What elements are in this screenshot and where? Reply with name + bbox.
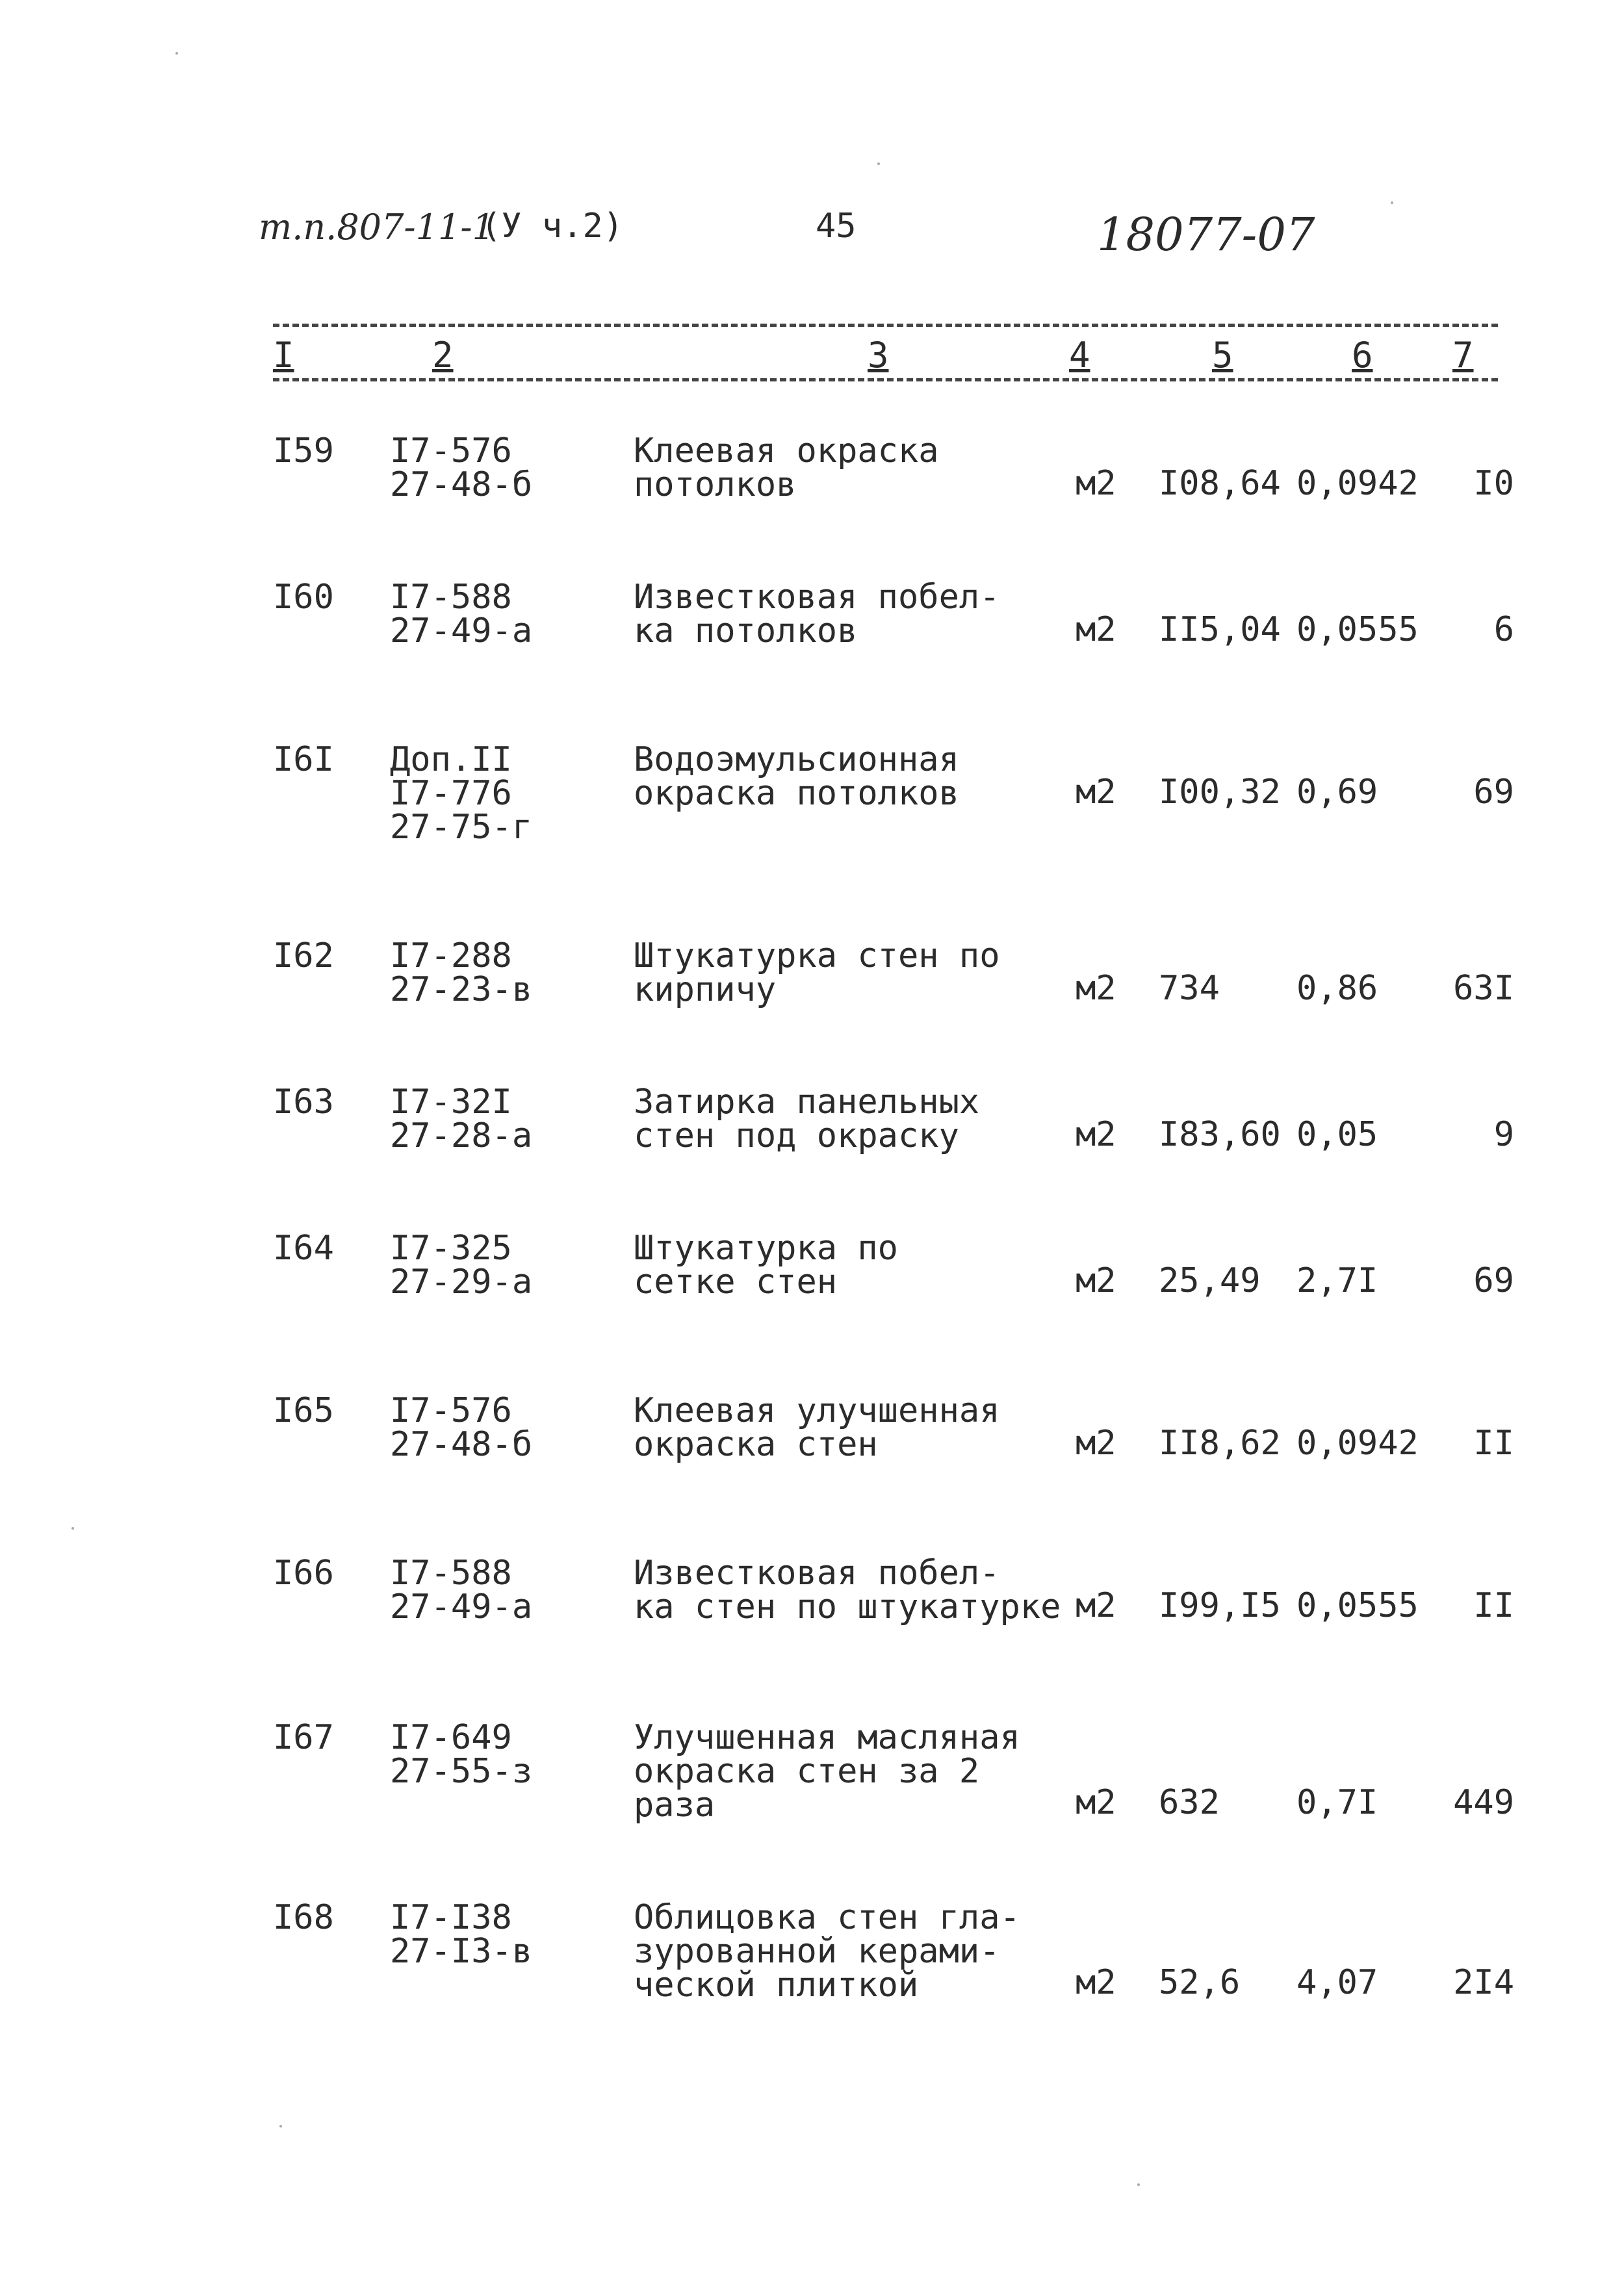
description-line: зурованной керами- xyxy=(634,1932,1000,1971)
row-rate: 0,0555 xyxy=(1296,1586,1419,1625)
row-rate: 0,7I xyxy=(1296,1783,1378,1822)
column-number: 4 xyxy=(1069,335,1090,376)
description-line: ка потолков xyxy=(634,611,858,650)
row-number: I68 xyxy=(273,1898,334,1937)
description-line: окраска потолков xyxy=(634,774,959,813)
scan-speck xyxy=(877,162,880,165)
code-line: 27-29-а xyxy=(390,1263,533,1302)
row-codes xyxy=(390,580,532,648)
column-number: 3 xyxy=(868,335,889,376)
row-quantity: 52,6 xyxy=(1159,1963,1241,2002)
row-total: 69 xyxy=(1473,1261,1514,1300)
row-total: I0 xyxy=(1473,464,1514,503)
row-description xyxy=(634,1085,979,1153)
row-codes xyxy=(390,1229,533,1302)
row-number: I62 xyxy=(273,936,334,975)
code-line: 27-28-а xyxy=(390,1116,533,1155)
row-rate: 0,69 xyxy=(1296,773,1378,812)
description-line: окраска стен за 2 xyxy=(634,1752,980,1791)
row-description xyxy=(634,1391,1000,1464)
row-description xyxy=(634,740,959,813)
row-codes xyxy=(390,1718,533,1791)
row-rate: 0,0942 xyxy=(1296,464,1419,503)
header-top-rule xyxy=(273,324,1498,327)
code-line: 27-55-з xyxy=(390,1752,533,1791)
description-line: Водоэмульсионная xyxy=(634,740,959,779)
code-line: 27-I3-в xyxy=(390,1932,533,1971)
row-total: II xyxy=(1473,1586,1514,1625)
column-number: 5 xyxy=(1212,335,1233,376)
row-quantity: 632 xyxy=(1159,1783,1220,1822)
row-codes xyxy=(390,1556,532,1624)
row-quantity: II5,04 xyxy=(1159,610,1281,649)
row-unit: м2 xyxy=(1076,610,1116,649)
code-line: Доп.II xyxy=(390,740,512,779)
row-unit: м2 xyxy=(1076,1115,1116,1154)
description-line: Облицовка стен гла- xyxy=(634,1898,1020,1937)
document-code: 18077-07 xyxy=(1097,208,1315,261)
row-codes xyxy=(390,1391,533,1464)
row-total: 6 xyxy=(1493,610,1514,649)
header-bottom-rule xyxy=(273,378,1498,381)
row-number: I67 xyxy=(273,1718,334,1757)
row-total: 2I4 xyxy=(1453,1963,1514,2002)
description-line: Известковая побел- xyxy=(634,1554,1000,1593)
code-line: 27-23-в xyxy=(390,970,533,1009)
row-number: I6I xyxy=(273,740,334,779)
description-line: потолков xyxy=(634,465,797,504)
code-line: 27-48-б xyxy=(390,1425,533,1464)
row-quantity: 25,49 xyxy=(1159,1261,1261,1300)
row-unit: м2 xyxy=(1076,1261,1116,1300)
row-description xyxy=(634,1898,1020,2005)
row-number: I59 xyxy=(273,431,334,470)
row-rate: 4,07 xyxy=(1296,1963,1378,2002)
row-total: 449 xyxy=(1453,1783,1514,1822)
description-line: Клеевая окраска xyxy=(634,431,939,470)
row-number: I64 xyxy=(273,1229,334,1268)
row-description xyxy=(634,1718,1020,1825)
row-quantity: I08,64 xyxy=(1159,464,1281,503)
row-rate: 0,05 xyxy=(1296,1115,1378,1154)
row-number: I66 xyxy=(273,1554,334,1593)
scan-speck xyxy=(175,52,178,55)
column-number: I xyxy=(273,335,294,376)
row-unit: м2 xyxy=(1076,1424,1116,1463)
row-rate: 0,0942 xyxy=(1296,1424,1419,1463)
scan-speck xyxy=(279,2125,282,2127)
code-line: I7-325 xyxy=(390,1229,512,1268)
row-quantity: II8,62 xyxy=(1159,1424,1281,1463)
row-codes xyxy=(390,936,533,1009)
code-line: 27-48-б xyxy=(390,465,533,504)
row-unit: м2 xyxy=(1076,773,1116,812)
code-line: I7-776 xyxy=(390,774,512,813)
row-quantity: I99,I5 xyxy=(1159,1586,1281,1625)
description-line: Клеевая улучшенная xyxy=(634,1391,1000,1430)
row-quantity: I83,60 xyxy=(1159,1115,1281,1154)
row-total: 9 xyxy=(1493,1115,1514,1154)
row-unit: м2 xyxy=(1076,1783,1116,1822)
description-line: ка стен по штукатурке xyxy=(634,1587,1061,1626)
description-line: Улучшенная масляная xyxy=(634,1718,1020,1757)
scan-speck xyxy=(1391,201,1393,204)
scan-speck xyxy=(1137,2183,1140,2186)
row-codes xyxy=(390,740,533,847)
code-line: I7-I38 xyxy=(390,1898,512,1937)
description-line: стен под окраску xyxy=(634,1116,959,1155)
code-line: I7-288 xyxy=(390,936,512,975)
row-total: II xyxy=(1473,1424,1514,1463)
description-line: Штукатурка по xyxy=(634,1229,898,1268)
row-description xyxy=(634,1229,898,1302)
code-line: I7-649 xyxy=(390,1718,512,1757)
code-line: I7-588 xyxy=(390,578,512,617)
description-line: кирпичу xyxy=(634,970,777,1009)
row-rate: 0,86 xyxy=(1296,969,1378,1008)
header-section: (У ч.2) xyxy=(481,207,624,246)
code-line: I7-32I xyxy=(390,1083,512,1122)
description-line: ческой плиткой xyxy=(634,1966,919,2005)
scan-speck xyxy=(71,1527,74,1530)
row-codes xyxy=(390,1085,532,1153)
description-line: Затирка панельных xyxy=(634,1083,980,1122)
code-line: 27-75-г xyxy=(390,808,533,847)
row-quantity: 734 xyxy=(1159,969,1220,1008)
code-line: I7-588 xyxy=(390,1554,512,1593)
description-line: Штукатурка стен по xyxy=(634,936,1000,975)
row-number: I65 xyxy=(273,1391,334,1430)
column-number: 6 xyxy=(1352,335,1373,376)
row-total: 63I xyxy=(1453,969,1514,1008)
column-number: 2 xyxy=(432,335,454,376)
row-number: I63 xyxy=(273,1083,334,1122)
description-line: раза xyxy=(634,1786,715,1825)
row-description xyxy=(634,431,939,504)
description-line: Известковая побел- xyxy=(634,578,1000,617)
row-description xyxy=(634,1556,1061,1624)
row-rate: 2,7I xyxy=(1296,1261,1378,1300)
header-series: т.п.807-11-1 xyxy=(259,207,495,248)
row-unit: м2 xyxy=(1076,1586,1116,1625)
row-number: I60 xyxy=(273,578,334,617)
code-line: 27-49-а xyxy=(390,611,533,650)
row-total: 69 xyxy=(1473,773,1514,812)
row-description xyxy=(634,580,1000,648)
column-number: 7 xyxy=(1452,335,1474,376)
row-rate: 0,0555 xyxy=(1296,610,1419,649)
description-line: окраска стен xyxy=(634,1425,878,1464)
code-line: 27-49-а xyxy=(390,1587,533,1626)
row-unit: м2 xyxy=(1076,969,1116,1008)
row-quantity: I00,32 xyxy=(1159,773,1281,812)
row-codes xyxy=(390,431,533,504)
row-codes xyxy=(390,1898,533,1971)
page-number: 45 xyxy=(816,207,857,246)
code-line: I7-576 xyxy=(390,431,512,470)
row-unit: м2 xyxy=(1076,1963,1116,2002)
row-unit: м2 xyxy=(1076,464,1116,503)
row-description xyxy=(634,936,1000,1009)
code-line: I7-576 xyxy=(390,1391,512,1430)
description-line: сетке стен xyxy=(634,1263,838,1302)
